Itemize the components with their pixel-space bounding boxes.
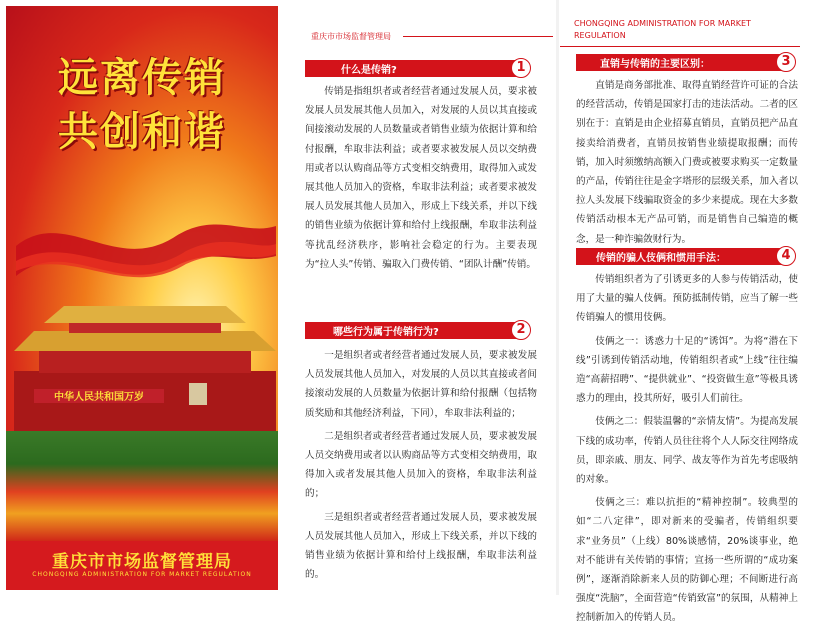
middle-header-rule	[403, 36, 553, 37]
section-1-bar	[305, 60, 525, 77]
section-2-bar	[305, 322, 525, 339]
right-header: CHONGQING ADMINISTRATION FOR MARKET REGULATION	[574, 19, 751, 40]
section-3-text: 直销是商务部批准、取得直销经营许可证的合法的经营活动，传销是国家打击的违法活动。二者的区别在于：直销是由企业招募直销员，直销员把产品直接卖给消费者，直销员按销售业绩提取报酬；而传销，加入时须缴纳高额入门费或被要求购买一定数量的产品，传销往往是金字塔形的层级关系，加入者以拉人头发展下线骗取资金的多少来提成。现在大多数传销活动根本无产品可销，而是销售自己编造的概念，是一种诈骗敛财行为。	[576, 80, 798, 245]
section-3-bar	[576, 54, 784, 71]
section-2-title: 哪些行为属于传销行为?	[333, 327, 439, 338]
cover-org-name: 重庆市市场监督管理局	[52, 552, 232, 572]
cover-panel	[6, 6, 278, 590]
section-1-text: 传销是指组织者或者经营者通过发展人员，要求被发展人员发展其他人员加入，对发展的人员以其直接或间接滚动发展的人员数量或者销售业绩为依据计算和给付报酬，牟取非法利益；或者要求被发展人员以交纳费用或者以认购商品等方式变相交纳费用，取得加入或发展其他人员加入的资格，牟取非法利益；或者要求被发展人员发展其他人员加入，形成上下线关系，并以下线的销售业绩为依据计算和给付上线报酬，牟取非法利益等扰乱经济秩序，影响社会稳定的行为。主要表现为“拉人头”传销、骗取入门费传销、“团队计酬”传销。	[305, 86, 537, 270]
section-3-number-badge: 3	[776, 52, 796, 72]
cover-title-line1: 远离传销	[58, 54, 226, 101]
cover-footer	[6, 541, 278, 590]
section-1-body	[305, 82, 537, 274]
section-4-number-badge: 4	[776, 246, 796, 266]
section-2-para-2: 二是组织者或者经营者通过发展人员，要求被发展人员交纳费用或者以认购商品等方式变相交纳费用，取得加入或者发展其他人员加入的资格，牟取非法利益的；	[305, 430, 537, 500]
fold-divider	[556, 0, 559, 595]
section-4-trick-3: 伎俩之三：难以抗拒的“精神控制”。较典型的如“二八定律”，即对新来的受骗者，传销组织要求“业务员”（上线）80%谈感情，20%谈事业，绝对不能讲有关传销的事情；宣扬一些所谓的“成功案例”，逐渐消除新来人员的防御心理；不间断进行高强度“洗脑”，全面营造“传销致富”的氛围，从精神上控制新加入的传销人员。	[576, 497, 798, 624]
flower-bed	[6, 431, 278, 541]
right-header-rule	[560, 46, 800, 47]
middle-panel	[283, 0, 553, 595]
section-4-trick-2: 伎俩之二：假装温馨的“亲情友情”。为提高发展下线的成功率，传销人员往往将个人人际交往网络成员，即亲戚、朋友、同学、战友等作为首先考虑吸纳的对象。	[576, 416, 798, 486]
cover-org-name-en: CHONGQING ADMINISTRATION FOR MARKET REGULATION	[32, 571, 252, 578]
gate-sign-text: 中华人民共和国万岁	[54, 392, 144, 403]
section-2-para-3: 三是组织者或者经营者通过发展人员，要求被发展人员发展其他人员加入，形成上下线关系，并以下线的销售业绩为依据计算和给付上线报酬，牟取非法利益的。	[305, 511, 537, 581]
right-panel	[560, 0, 813, 624]
red-flag-ribbon	[16, 206, 276, 286]
section-2-body	[305, 346, 537, 584]
section-4-body	[576, 270, 798, 628]
section-2-number-badge: 2	[511, 320, 531, 340]
section-4-bar	[576, 248, 784, 265]
section-2-para-1: 一是组织者或者经营者通过发展人员，要求被发展人员发展其他人员加入，对发展的人员以其直接或者间接滚动发展的人员数量为依据计算和给付报酬（包括物质奖励和其他经济利益，下同），牟取非法利益的；	[305, 350, 537, 419]
section-3-body	[576, 76, 798, 249]
section-4-intro: 传销组织者为了引诱更多的人参与传销活动，使用了大量的骗人伎俩。预防抵制传销，应当了解一些传销骗人的惯用伎俩。	[576, 274, 798, 324]
section-1-number-badge: 1	[511, 58, 531, 78]
section-4-title: 传销的骗人伎俩和惯用手法：	[596, 253, 726, 264]
cover-title-line2: 共创和谐	[58, 108, 226, 155]
section-3-title: 直销与传销的主要区别：	[600, 59, 710, 70]
section-4-trick-1: 伎俩之一：诱惑力十足的“诱饵”。为将“潜在下线”引诱到传销活动地，传销组织者或“上线”往往编造“高薪招聘”、“提供就业”、“投资做生意”等极具诱惑力的理由，投其所好，吸引人们前往。	[576, 335, 798, 405]
tiananmen-gate-illustration	[14, 291, 276, 431]
section-1-title: 什么是传销?	[341, 65, 397, 76]
middle-header: 重庆市市场监督管理局	[311, 32, 391, 41]
